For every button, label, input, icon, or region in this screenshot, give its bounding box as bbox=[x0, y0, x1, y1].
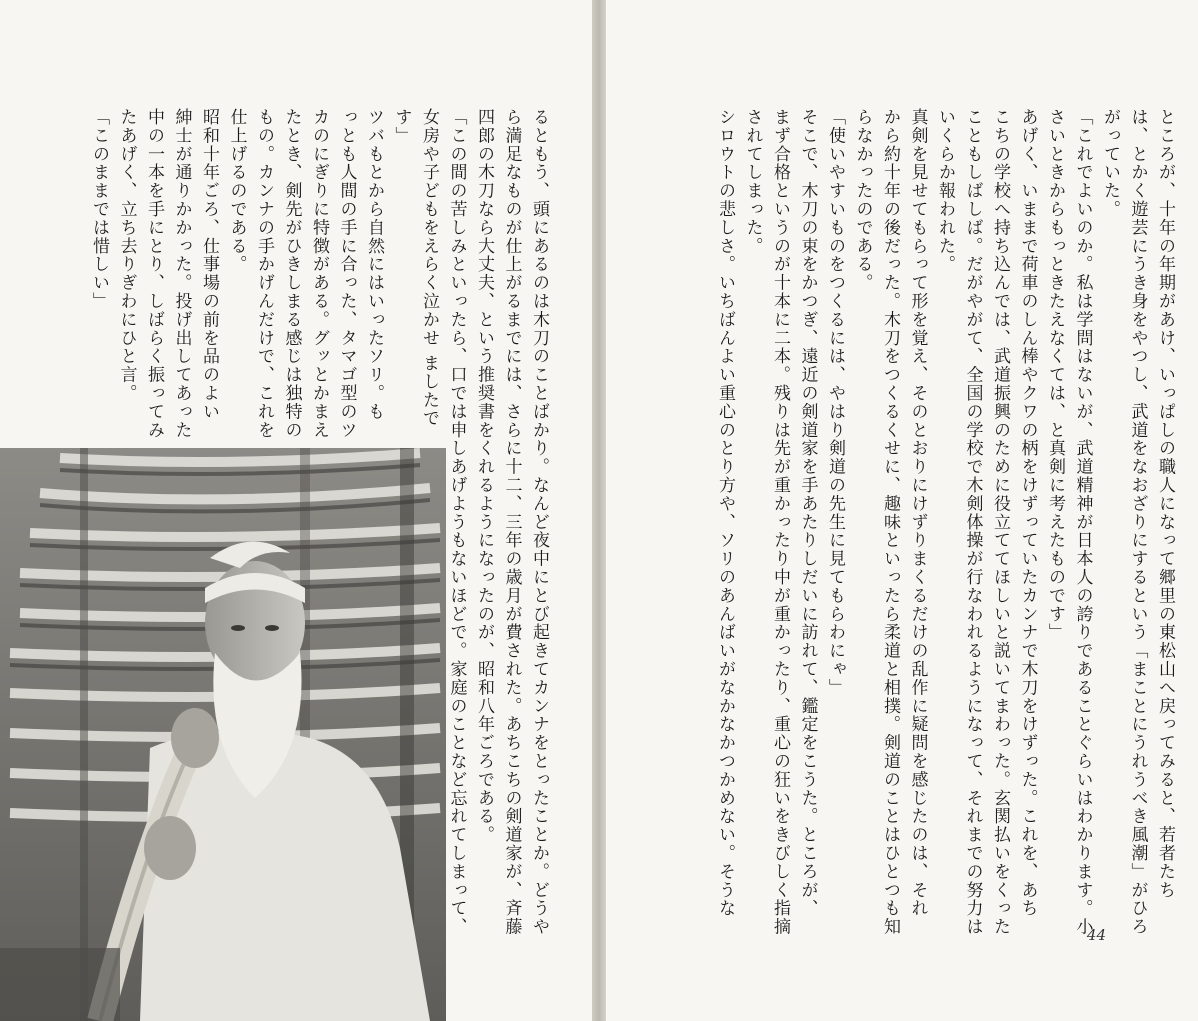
right-col-6: あげく、いままで荷車のしん棒やクワの柄をけずっていたカンナで木刀をけずった。これを、あち bbox=[1017, 108, 1038, 918]
right-col-15: まず合格というのが十本に二本。残りは先が重かったり中が重かったり、重心の狂いをきびしく指摘 bbox=[770, 108, 790, 936]
right-col-9: いくらか報われた。 bbox=[935, 108, 955, 274]
left-col-14: 紳士が通りかかった。投げ出してあった bbox=[171, 108, 192, 440]
left-col-8: っとも人間の手に合った、タマゴ型のツ bbox=[336, 108, 357, 440]
left-col-4: 「この間の苦しみといったら、口では申しあげようもないほどで。家庭のことなど忘れてしまって、 bbox=[446, 108, 467, 936]
left-col-1: るともう、頭にあるのは木刀のことばかり。なんど夜中にとび起きてカンナをとったことか。どうや bbox=[529, 108, 549, 936]
right-col-17: シロウトの悲しさ。いちばんよい重心のとり方や、ソリのあんばいがなかなかつかめない。そうな bbox=[715, 108, 735, 918]
page-number: 44 bbox=[1086, 926, 1106, 944]
left-col-15: 中の一本を手にとり、しばらく振ってみ bbox=[144, 108, 164, 440]
right-col-8: こともしばしば。だがやがて、全国の学校で木剣体操が行なわれるようになって、それまでの努力は bbox=[962, 108, 983, 936]
right-col-13: 「使いやすいものをつくるには、やはり剣道の先生に見てもらわにゃ」 bbox=[825, 108, 845, 697]
right-col-1: ところが、十年の年期があけ、いっぱしの職人になって郷里の東松山へ戻ってみると、若者たち bbox=[1155, 108, 1175, 900]
left-col-11: もの。カンナの手かげんだけで、これを bbox=[254, 108, 274, 440]
left-col-5: 女房や子どもをえらく泣かせ ましたで bbox=[419, 108, 439, 428]
right-col-4: 「これでよいのか。私は学問はないが、武道精神が日本人の誇りであることぐらいはわかります。小 bbox=[1072, 108, 1093, 936]
left-col-13: 昭和十年ごろ、仕事場の前を品のよい bbox=[199, 108, 219, 421]
craftsman-photo bbox=[0, 448, 446, 1021]
right-col-10: 真剣を見せてもらって形を覚え、そのとおりにけずりまくるだけの乱作に疑問を感じたのは、それ bbox=[907, 108, 928, 918]
left-col-9: カのにぎりに特徴がある。グッとかまえ bbox=[309, 108, 329, 440]
right-col-12: らなかったのである。 bbox=[852, 108, 873, 292]
right-col-3: がっていた。 bbox=[1100, 108, 1120, 219]
left-col-3: 四郎の木刀なら大丈夫、という推奨書をくれるようになったのが、昭和八年ごろである。 bbox=[474, 108, 494, 844]
left-col-16: たあげく、立ち去りぎわにひと言。 bbox=[116, 108, 137, 403]
book-gutter bbox=[592, 0, 606, 1021]
right-col-7: こちの学校へ持ち込んでは、武道振興のために役立ててほしいと説いてまわった。玄関払いをくった bbox=[990, 108, 1010, 936]
left-page bbox=[0, 0, 592, 1021]
right-col-5: さいときからもっときたえなくては、と真剣に考えたものです」 bbox=[1045, 108, 1065, 642]
right-col-16: されてしまった。 bbox=[742, 108, 763, 256]
right-col-2: は、とかく遊芸にうき身をやつし、武道をなおざりにするという「まことにうれうべき風潮」がひろ bbox=[1127, 108, 1148, 936]
left-col-6: す」 bbox=[391, 108, 412, 145]
right-col-11: から約十年の後だった。木刀をつくるくせに、趣味といったら柔道と相撲。剣道のことはひとつも知 bbox=[880, 108, 900, 936]
left-col-7: ツバもとから自然にはいったソリ。も bbox=[364, 108, 384, 421]
left-col-12: 仕上げるのである。 bbox=[226, 108, 247, 274]
left-col-17: 「このままでは惜しい」 bbox=[89, 108, 109, 311]
right-col-14: そこで、木刀の束をかつぎ、遠近の剣道家を手あたりしだいに訪れて、鑑定をこうた。ところが、 bbox=[797, 108, 818, 918]
left-col-10: たとき、剣先がひきしまる感じは独特の bbox=[281, 108, 302, 440]
left-col-2: ら満足なものが仕上がるまでには、さらに十二、三年の歳月が費された。あちこちの剣道家が、斉藤 bbox=[501, 108, 522, 936]
right-page bbox=[606, 0, 1198, 1021]
